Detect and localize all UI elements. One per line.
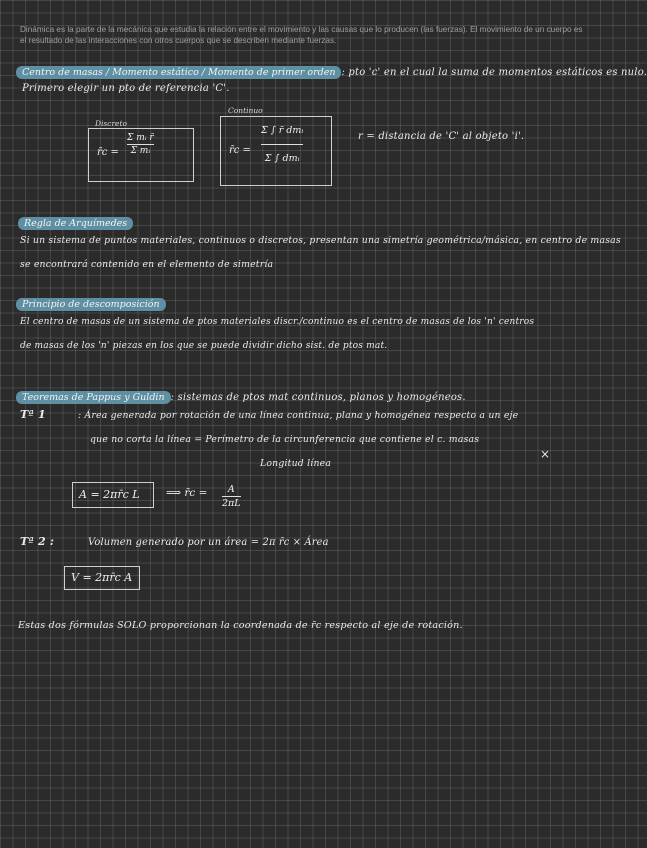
symmetry-line-1: Si un sistema de puntos materiales, continuos o discretos, presentan una simetría geométrica/másica, en centro de masas bbox=[20, 235, 621, 246]
symmetry-heading-line bbox=[18, 211, 133, 230]
discrete-denominator: Σ mᵢ bbox=[130, 146, 151, 156]
decomposition-line-2: de masas de los 'n' piezas en los que se puede dividir dicho sist. de ptos mat. bbox=[20, 341, 388, 351]
continuous-label: Continuo bbox=[228, 106, 263, 115]
theorem-1-denominator: 2πL bbox=[222, 498, 241, 509]
continuous-formula-box bbox=[220, 116, 332, 186]
continuous-fraction bbox=[261, 125, 303, 164]
theorem-1-line-1: : Área generada por rotación de una línea continua, plana y homogénea respecto a un eje bbox=[78, 410, 519, 421]
pappus-heading-rest: : sistemas de ptos mat continuos, planos y homogéneos. bbox=[170, 392, 466, 403]
cm-reference-text: Primero elegir un pto de referencia 'C'. bbox=[22, 83, 230, 94]
cm-heading-line bbox=[16, 60, 647, 79]
theorem-1-formula: A = 2πr̄c L bbox=[79, 488, 140, 501]
theorem-2-line: Volumen generado por un área = 2π r̄c × Área bbox=[88, 537, 329, 548]
intro-text: Dinámica es la parte de la mecánica que estudia la relación entre el movimiento y las causas que lo producen (las fuerzas). El movimiento de un cuerpo es el resultado de las interacciones con otros cuerpos que se describen mediante fuerzas. bbox=[20, 25, 583, 45]
discrete-lhs: r̄c = bbox=[97, 147, 119, 158]
cm-distance-note: r = distancia de 'C' al objeto 'i'. bbox=[358, 131, 525, 142]
theorem-2-formula-box bbox=[64, 566, 140, 590]
discrete-numerator: Σ mᵢ r̄ bbox=[127, 133, 154, 143]
theorem-1-times: × bbox=[540, 447, 551, 461]
closing-note: Estas dos fórmulas SOLO proporcionan la coordenada de r̄c respecto al eje de rotación. bbox=[18, 620, 463, 631]
cm-heading-rest: : pto 'c' en el cual la suma de momentos estáticos es nulo. bbox=[341, 67, 647, 78]
discrete-formula-box bbox=[88, 128, 194, 182]
continuous-numerator: Σ ∫ r̄ dmᵢ bbox=[261, 125, 304, 136]
pappus-heading: Teoremas de Pappus y Guldin bbox=[16, 391, 171, 404]
theorem-1-label: Tª 1 bbox=[20, 408, 46, 421]
theorem-1-line-3: Longitud línea bbox=[260, 458, 332, 469]
theorem-1-line-2: que no corta la línea = Perímetro de la circunferencia que contiene el c. masas bbox=[90, 434, 480, 445]
decomposition-line-1: El centro de masas de un sistema de ptos materiales discr./continuo es el centro de masas de los 'n' centros bbox=[20, 317, 535, 327]
symmetry-line-2: se encontrará contenido en el elemento de simetría bbox=[20, 259, 274, 270]
pappus-heading-line bbox=[16, 385, 466, 404]
theorem-1-formula-box bbox=[72, 482, 154, 508]
continuous-denominator: Σ ∫ dmᵢ bbox=[264, 153, 300, 164]
decomposition-heading-line bbox=[16, 292, 166, 311]
cm-heading: Centro de masas / Momento estático / Momento de primer orden bbox=[16, 66, 341, 79]
discrete-label: Discreto bbox=[95, 119, 128, 128]
theorem-1-numerator: A bbox=[227, 484, 235, 495]
theorem-2-label: Tª 2 : bbox=[20, 535, 55, 548]
theorem-1-fraction bbox=[222, 484, 241, 509]
continuous-lhs: r̄c = bbox=[229, 145, 251, 156]
discrete-fraction bbox=[127, 133, 154, 156]
symmetry-heading: Regla de Arquímedes bbox=[18, 217, 133, 230]
theorem-1-derivation: ⟹ r̄c = bbox=[166, 487, 208, 499]
decomposition-heading: Principio de descomposición bbox=[16, 298, 166, 311]
theorem-2-formula: V = 2πr̄c A bbox=[71, 571, 133, 584]
